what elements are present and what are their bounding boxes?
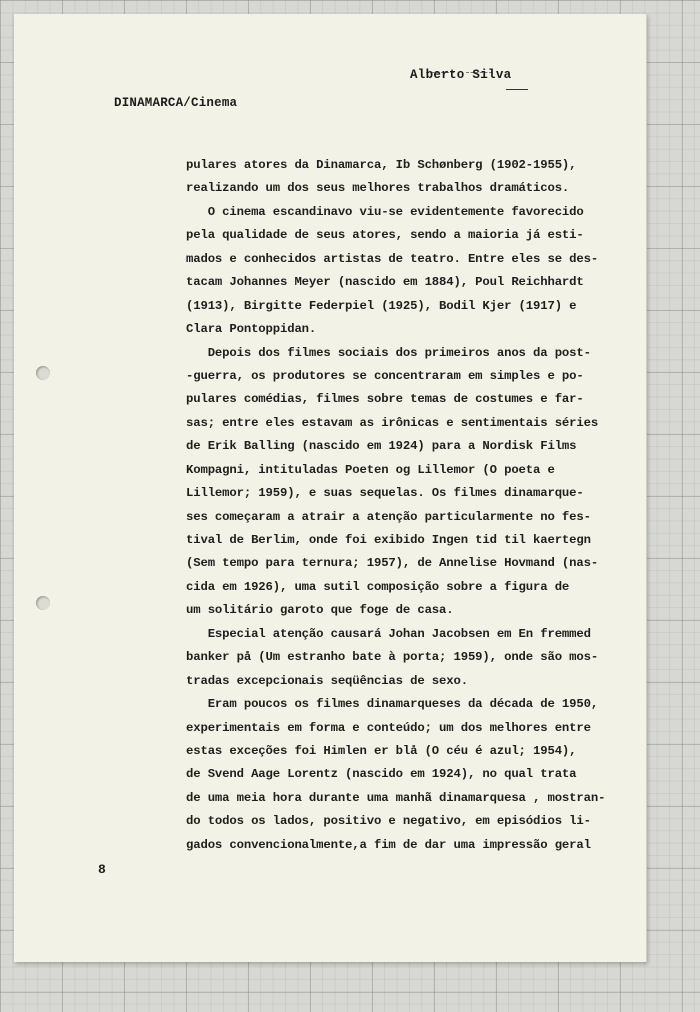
page-header: DINAMARCA/Cinema — [114, 96, 238, 110]
text-line: tacam Johannes Meyer (nascido em 1884), Poul Reichhardt — [186, 275, 584, 290]
text-line: Kompagni, intituladas Poeten og Lillemor (O poeta e — [186, 462, 555, 477]
text-line: banker på (Um estranho bate à porta; 1959), onde são mos- — [186, 650, 599, 665]
text-line: O cinema escandinavo viu-se evidentemente favorecido — [186, 204, 584, 219]
text-line: de uma meia hora durante uma manhã dinamarquesa , mostran- — [186, 790, 606, 805]
text-line: do todos os lados, positivo e negativo, em episódios li- — [186, 814, 591, 829]
text-line: pulares atores da Dinamarca, Ib Schønberg (1902-1955), — [186, 158, 577, 172]
typed-body-text — [186, 154, 626, 857]
text-line: cida em 1926), uma sutil composição sobre a figura de — [186, 579, 570, 594]
text-line: Eram poucos os filmes dinamarqueses da década de 1950, — [186, 697, 599, 712]
text-line: de Erik Balling (nascido em 1924) para a Nordisk Films — [186, 439, 577, 454]
text-line: (1913), Birgitte Federpiel (1925), Bodil Kjer (1917) e — [186, 298, 577, 313]
text-line: Especial atenção causará Johan Jacobsen em En fremmed — [186, 626, 591, 641]
text-line: estas exceções foi Himlen er blå (O céu é azul; 1954), — [186, 743, 577, 758]
text-line: de Svend Aage Lorentz (nascido em 1924), no qual trata — [186, 767, 577, 782]
text-line: Clara Pontoppidan. — [186, 322, 317, 337]
text-line: Depois dos filmes sociais dos primeiros anos da post- — [186, 345, 591, 360]
text-line: gados convencionalmente,a fim de dar uma impressão geral — [186, 837, 591, 852]
punch-hole-top — [36, 366, 50, 380]
text-line: sas; entre eles estavam as irônicas e sentimentais séries — [186, 415, 599, 430]
text-line: mados e conhecidos artistas de teatro. Entre eles se des- — [186, 251, 599, 266]
text-line: experimentais em forma e conteúdo; um dos melhores entre — [186, 720, 591, 735]
text-line: tival de Berlim, onde foi exibido Ingen tid til kaertegn — [186, 533, 591, 547]
text-line: -guerra, os produtores se concentraram em simples e po- — [186, 368, 584, 383]
page-number: 8 — [98, 862, 106, 877]
text-line: pela qualidade de seus atores, sendo a maioria já esti- — [186, 228, 584, 243]
text-line: ses começaram a atrair a atenção particularmente no fes- — [186, 509, 591, 524]
author-name: Alberto Silva — [410, 68, 512, 82]
punch-hole-bottom — [36, 596, 50, 610]
text-line: (Sem tempo para ternura; 1957), de Annelise Hovmand (nas- — [186, 556, 599, 571]
text-line: tradas excepcionais seqüências de sexo. — [186, 673, 468, 688]
text-line: um solitário garoto que foge de casa. — [186, 603, 454, 618]
paper-sheet — [14, 14, 647, 962]
text-line: Lillemor; 1959), e suas sequelas. Os filmes dinamarque- — [186, 486, 584, 501]
text-line: pulares comédias, filmes sobre temas de costumes e far- — [186, 392, 584, 407]
text-line: realizando um dos seus melhores trabalhos dramáticos. — [186, 181, 570, 196]
author-rule — [506, 89, 528, 90]
